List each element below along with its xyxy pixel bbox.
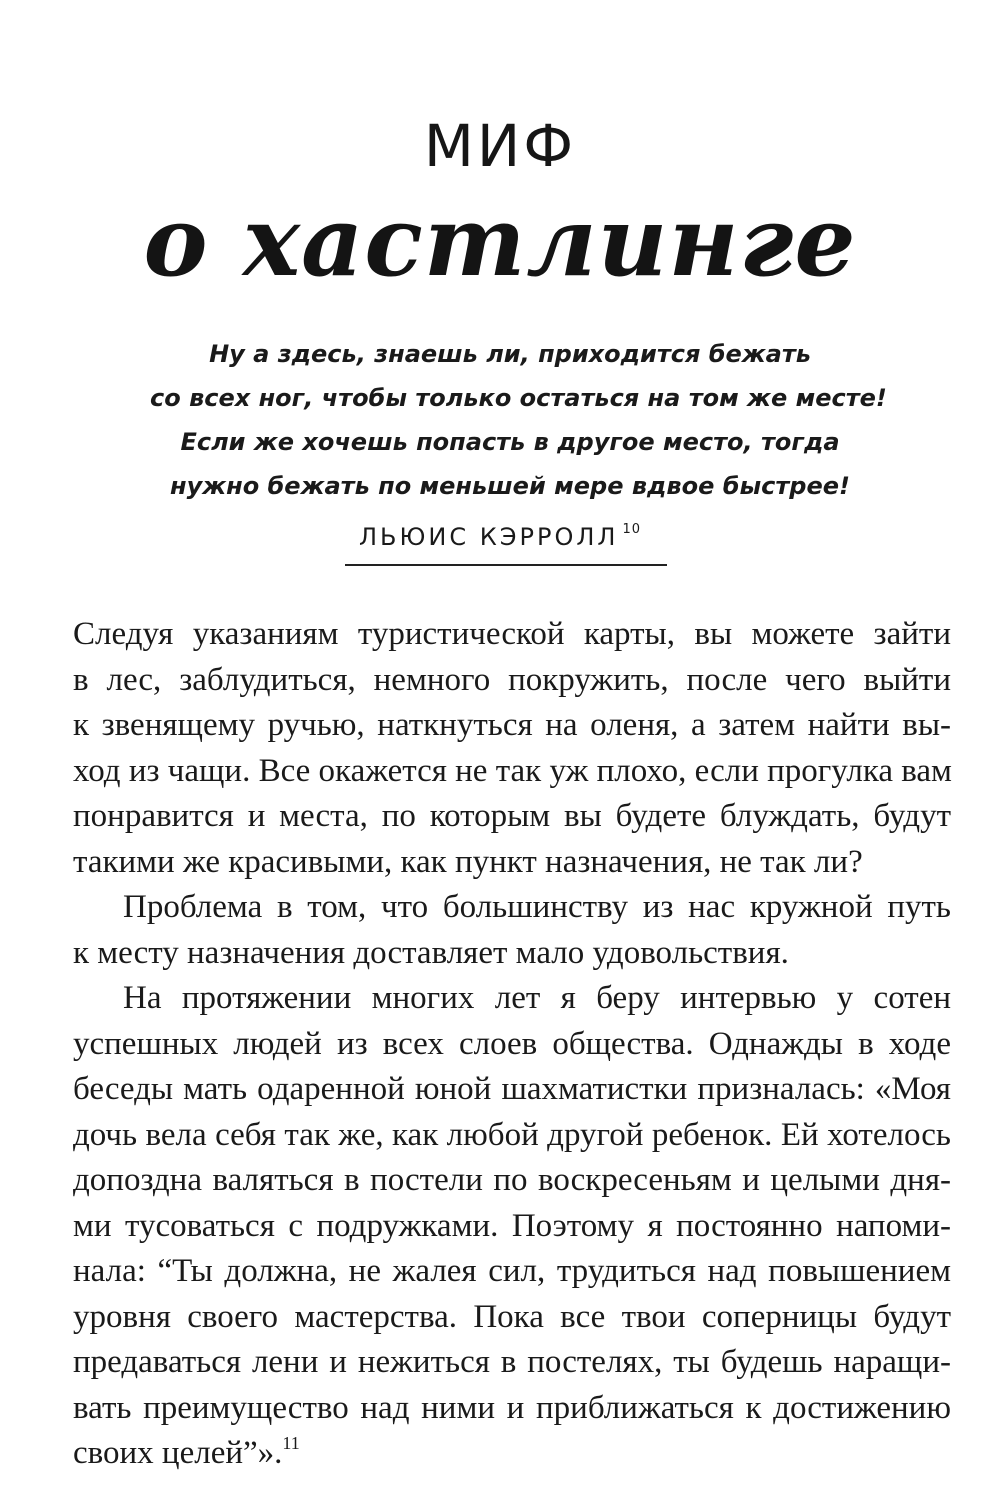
chapter-label: МИФ: [423, 112, 577, 180]
chapter-title: о хастлинге: [143, 185, 857, 298]
text-line: в лес, заблудиться, немного покружить, после чего выйти: [73, 661, 951, 698]
epigraph-author: ЛЬЮИС КЭРРОЛЛ: [358, 523, 619, 551]
paragraph: [73, 885, 951, 976]
text-line: такими же красивыми, как пункт назначения, не так ли?: [73, 843, 863, 880]
epigraph-line: Ну а здесь, знаешь ли, приходится бежать: [209, 340, 811, 368]
text-line: беседы мать одаренной юной шахматистки призналась: «Моя: [73, 1071, 951, 1107]
text-line: допоздна валяться в постели по воскресеньям и целыми дня-: [73, 1162, 951, 1198]
text-line: вать преимущество над ними и приближаться к достижению: [73, 1389, 951, 1426]
text-line: предаваться лени и нежиться в постелях, ты будешь наращи-: [73, 1344, 951, 1380]
epigraph-attribution: [0, 522, 1000, 551]
text-line: ход из чащи. Все окажется не так уж плохо, если прогулка вам: [73, 752, 952, 789]
text-line: Следуя указаниям туристической карты, вы можете зайти: [73, 616, 951, 652]
text-line: Проблема в том, что большинству из нас кружной путь: [123, 889, 951, 925]
text-line-with-footnote: [73, 1431, 951, 1477]
text-line: На протяжении многих лет я беру интервью у сотен: [123, 980, 951, 1016]
text-line: уровня своего мастерства. Пока все твои соперницы будут: [73, 1298, 951, 1335]
text-line: к звенящему ручью, наткнуться на оленя, а затем найти вы-: [73, 707, 951, 743]
text-line: к месту назначения доставляет мало удовольствия.: [73, 934, 789, 971]
epigraph-line: нужно бежать по меньшей мере вдвое быстрее!: [170, 472, 850, 500]
text-line: нала: “Ты должна, не жалея сил, трудиться над повышением: [73, 1253, 951, 1289]
epigraph: [150, 332, 887, 508]
body-text: [73, 612, 951, 1477]
text-line: своих целей”».: [73, 1435, 283, 1471]
epigraph-line: со всех ног, чтобы только остаться на том же месте!: [150, 384, 887, 412]
text-line: дочь вела себя так же, как любой другой ребенок. Ей хотелось: [73, 1116, 951, 1153]
text-line: ми тусоваться с подружками. Поэтому я постоянно напоми-: [73, 1207, 951, 1244]
footnote-marker: 11: [282, 1433, 300, 1453]
epigraph-line: Если же хочешь попасть в другое место, тогда: [180, 428, 840, 456]
paragraph: [73, 976, 951, 1477]
text-line: понравится и места, по которым вы будете блуждать, будут: [73, 798, 951, 834]
text-line: успешных людей из всех слоев общества. Однажды в ходе: [73, 1025, 951, 1062]
footnote-marker: 10: [622, 522, 642, 537]
attribution-divider: [345, 564, 667, 566]
paragraph: [73, 612, 951, 885]
